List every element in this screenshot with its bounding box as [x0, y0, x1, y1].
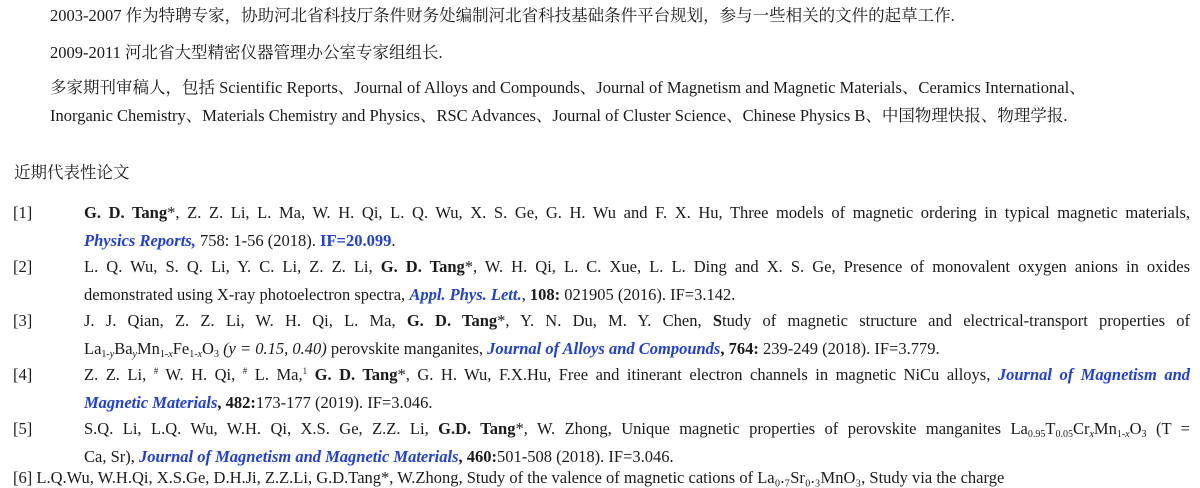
- ref-2-pre: L. Q. Wu, S. Q. Li, Y. C. Li, Z. Z. Li,: [84, 257, 381, 276]
- ref-3-title: tudy of magnetic structure and electrical-transport properties of: [722, 311, 1190, 330]
- ref-3-details: 239-249 (2018). IF=3.779.: [758, 339, 940, 358]
- ref-4-author: G. D. Tang: [314, 365, 398, 384]
- ref-3-number: [3]: [13, 311, 33, 330]
- ref-1-end: .: [391, 231, 396, 250]
- ref-4-text: *, G. H. Wu, F.X.Hu, Free and itinerant electron channels in magnetic NiCu alloys,: [397, 365, 998, 384]
- ref-2-number: [2]: [13, 257, 33, 276]
- section-title: 近期代表性论文: [14, 163, 130, 182]
- ref-2-details: 021905 (2016). IF=3.142.: [560, 285, 736, 304]
- ref-5-text-2: Ca, Sr),: [84, 447, 139, 466]
- intro-line-3: 多家期刊审稿人，包括 Scientific Reports、Journal of Alloys and Compounds、Journal of Magnetism and Magnetic Materials、Ceramics International、: [50, 78, 1086, 97]
- ref-3-volume: 764:: [728, 339, 759, 358]
- ref-2-text-2: demonstrated using X-ray photoelectron spectra,: [84, 285, 410, 304]
- ref-4-journal-link-part1[interactable]: Journal of Magnetism and: [997, 365, 1190, 384]
- ref-5-details: 501-508 (2018). IF=3.046.: [497, 447, 674, 466]
- ref-5-author: G.D. Tang: [438, 419, 516, 438]
- intro-line-1: 2003-2007 作为特聘专家，协助河北省科技厅条件财务处编制河北省科技基础条件平台规划，参与一些相关的文件的起草工作.: [50, 6, 955, 25]
- ref-5: S.Q. Li, L.Q. Wu, W.H. Qi, X.S. Ge, Z.Z. Li, G.D. Tang*, W. Zhong, Unique magnetic properties of perovskite manganites $La_{0.95}T_{0.05}Cr_xMn_{1-x}O_3$ (T = Ca, Sr), Journal of Magnetism and Magnetic Materials, 460:501-508 (2018). IF=3.046.: [84, 419, 1190, 466]
- ref-4-details: 173-177 (2019). IF=3.046.: [255, 393, 433, 412]
- ref-3-journal-link[interactable]: Journal of Alloys and Compounds: [487, 339, 721, 358]
- ref-6-partial: [6] L.Q.Wu, W.H.Qi, X.S.Ge, D.H.Ji, Z.Z.Li, G.D.Tang*, W.Zhong, Study of the valence of magnetic cations of La₀.₇Sr₀.₃MnO₃, Study via the charge: [13, 468, 1005, 487]
- ref-2-author: G. D. Tang: [380, 257, 465, 276]
- ref-1: [84, 199, 1190, 255]
- ref-1-text: *, Z. Z. Li, L. Ma, W. H. Qi, L. Q. Wu, X. S. Ge, G. H. Wu and F. X. Hu, Three models of magnetic ordering in typical magnetic materials,: [167, 203, 1190, 222]
- ref-2-journal-link[interactable]: Appl. Phys. Lett.: [409, 285, 522, 304]
- ref-5-number: [5]: [13, 419, 33, 438]
- intro-line-2: 2009-2011 河北省大型精密仪器管理办公室专家组组长.: [50, 43, 443, 62]
- ref-3-formula-text: perovskite manganites,: [326, 339, 488, 358]
- ref-2-volume: 108:: [529, 285, 561, 304]
- ref-5-text: *, W. Zhong, Unique magnetic properties of perovskite manganites: [515, 419, 1002, 438]
- ref-3-title-initial: S: [712, 311, 722, 330]
- ref-1-impact: IF=20.099: [320, 231, 392, 250]
- intro-line-4: Inorganic Chemistry、Materials Chemistry and Physics、RSC Advances、Journal of Cluster Science、Chinese Physics B、中国物理快报、物理学报.: [50, 106, 1068, 125]
- ref-4-number: [4]: [13, 365, 33, 384]
- ref-2: L. Q. Wu, S. Q. Li, Y. C. Li, Z. Z. Li, G. D. Tang*, W. H. Qi, L. C. Xue, L. L. Ding and X. S. Ge, Presence of monovalent oxygen anions in oxides demonstrated using X-ray photoelectron spectra, Appl. Phys. Lett., 108: 021905 (2016). IF=3.142.: [84, 257, 1190, 304]
- ref-3: J. J. Qian, Z. Z. Li, W. H. Qi, L. Ma, G. D. Tang*, Y. N. Du, M. Y. Chen, Study of magnetic structure and electrical-transport properties of $La_{1-y}Ba_yMn_{1-x}Fe_{1-x}O_3$ (y = 0.15, 0.40) perovskite manganites, Journal of Alloys and Compounds, 764: 239-249 (2018). IF=3.779.: [84, 311, 1190, 360]
- ref-4-journal-link-part2[interactable]: Magnetic Materials: [84, 393, 218, 412]
- ref-6-cut-off: [13, 464, 1193, 487]
- ref-4: Z. Z. Li, # W. H. Qi, # L. Ma,$^1$ G. D. Tang*, G. H. Wu, F.X.Hu, Free and itinerant electron channels in magnetic NiCu alloys, Journal of Magnetism and Magnetic Materials, 482:173-177 (2019). IF=3.046.: [84, 365, 1190, 412]
- ref-5-journal-link[interactable]: Journal of Magnetism and Magnetic Materials: [139, 447, 459, 466]
- ref-3-text: *, Y. N. Du, M. Y. Chen,: [497, 311, 713, 330]
- ref-5-pre: S.Q. Li, L.Q. Wu, W.H. Qi, X.S. Ge, Z.Z. Li,: [84, 419, 439, 438]
- ref-2-text: *, W. H. Qi, L. C. Xue, L. L. Ding and X. S. Ge, Presence of monovalent oxygen anions in oxides: [464, 257, 1190, 276]
- ref-1-details: 758: 1-56 (2018).: [195, 231, 321, 250]
- ref-1-number: [1]: [13, 203, 33, 222]
- ref-4-volume: 482:: [225, 393, 256, 412]
- ref-3-formula: $La_{1-y}Ba_yMn_{1-x}Fe_{1-x}O_3$: [84, 339, 219, 360]
- ref-5-volume: 460:: [466, 447, 498, 466]
- ref-4-pre: Z. Z. Li, # W. H. Qi, # L. Ma,$^1$: [84, 365, 308, 384]
- ref-1-author: G. D. Tang: [84, 203, 168, 222]
- ref-3-y-values: (y = 0.15, 0.40): [223, 339, 327, 358]
- ref-5-formula: $La_{0.95}T_{0.05}Cr_xMn_{1-x}O_3$ (T =: [1001, 419, 1190, 440]
- ref-3-pre: J. J. Qian, Z. Z. Li, W. H. Qi, L. Ma,: [84, 311, 407, 330]
- ref-1-journal-link[interactable]: Physics Reports,: [84, 231, 196, 250]
- ref-3-author: G. D. Tang: [406, 311, 498, 330]
